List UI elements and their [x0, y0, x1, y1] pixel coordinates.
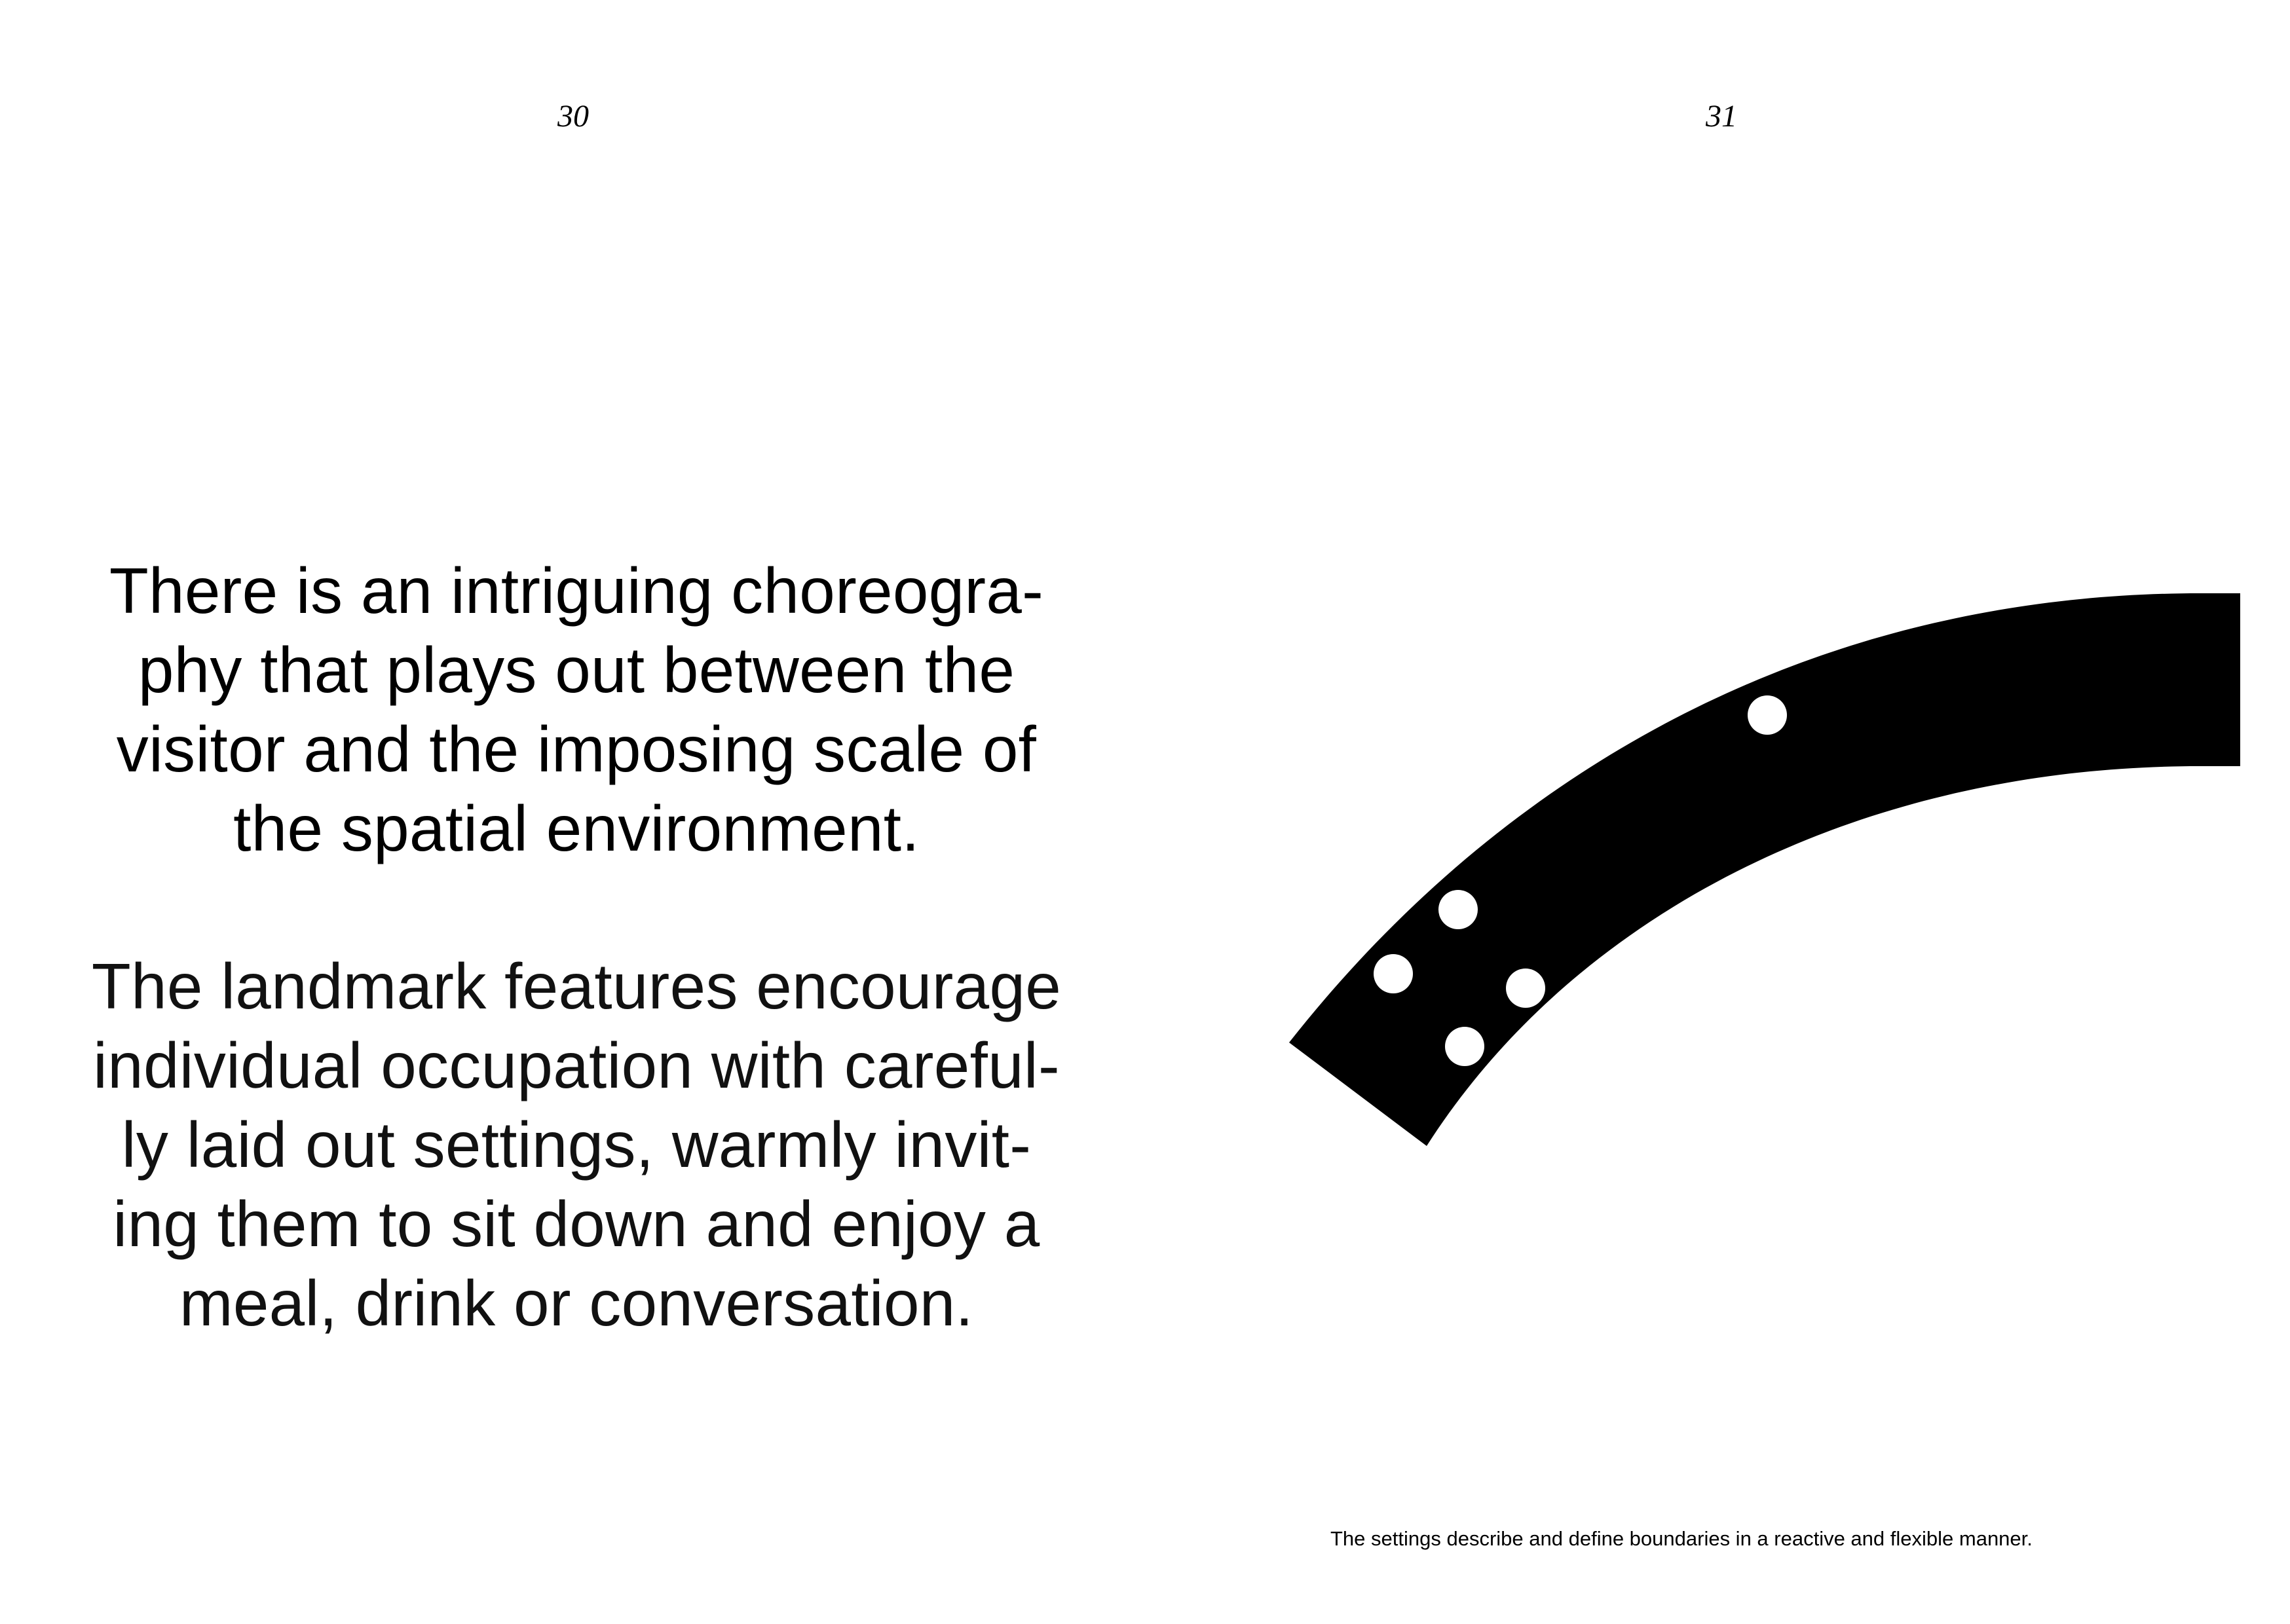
intro-line: phy that plays out between the [138, 634, 1015, 706]
seat-dot [1506, 969, 1545, 1008]
intro-line: visitor and the imposing scale of [116, 713, 1037, 785]
seat-dot [1445, 1027, 1484, 1066]
seat-dot [1374, 954, 1413, 993]
seat-dot [1748, 695, 1787, 735]
intro-line: There is an intriguing choreogra- [109, 555, 1044, 627]
curved-band-illustration [1145, 0, 2290, 1624]
curved-band [1289, 593, 2240, 1146]
body-line: individual occupation with careful- [93, 1029, 1060, 1101]
body-line: ing them to sit down and enjoy a [113, 1188, 1040, 1260]
intro-line: the spatial environment. [233, 792, 920, 864]
body-line: meal, drink or conversation. [179, 1267, 974, 1339]
image-caption: The settings describe and define boundaries in a reactive and flexible manner. [1330, 1527, 2033, 1550]
body-line: The landmark features encourage [91, 950, 1062, 1022]
intro-paragraph [59, 551, 1094, 868]
body-line: ly laid out settings, warmly invit- [121, 1109, 1032, 1181]
page-number-right: 31 [1706, 99, 1737, 134]
page-number-left: 30 [557, 99, 589, 134]
body-paragraph [59, 947, 1094, 1343]
right-page [1145, 0, 2290, 1624]
seat-dot [1438, 890, 1478, 929]
